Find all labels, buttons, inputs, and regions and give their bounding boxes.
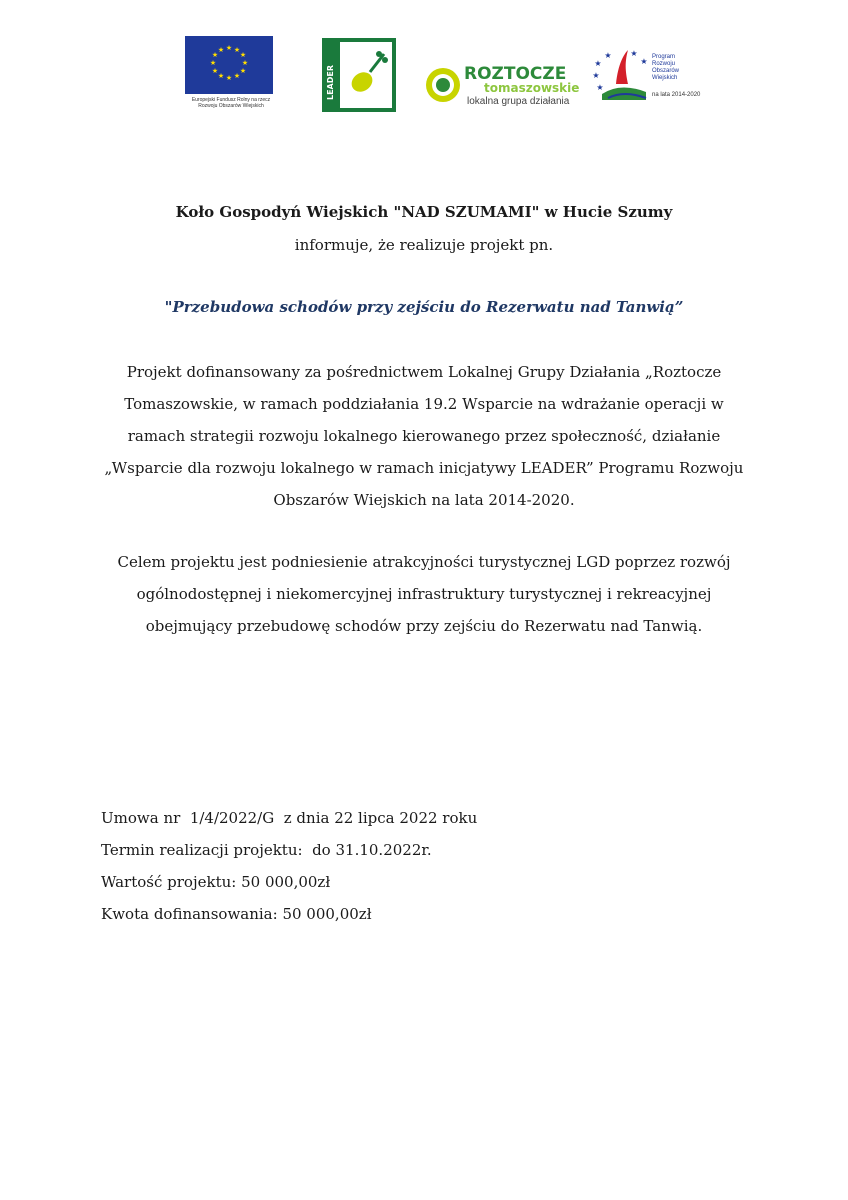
svg-text:★: ★ <box>233 72 241 80</box>
svg-text:★: ★ <box>630 49 638 58</box>
organization-name: Koło Gospodyń Wiejskich "NAD SZUMAMI" w Hucie Szumy <box>175 203 673 221</box>
logo-bar <box>0 30 848 130</box>
project-title: "Przebudowa schodów przy zejściu do Rezerwatu nad Tanwią” <box>164 298 684 316</box>
svg-text:★: ★ <box>596 83 604 92</box>
contract-line: Umowa nr 1/4/2022/G z dnia 22 lipca 2022 roku <box>101 809 478 827</box>
funding-line: Kwota dofinansowania: 50 000,00zł <box>101 905 372 923</box>
svg-text:★: ★ <box>640 57 648 66</box>
svg-text:★: ★ <box>217 46 225 54</box>
funding-paragraph: Projekt dofinansowany za pośrednictwem Lokalnej Grupy Działania „Roztocze Tomaszowskie, w ramach poddziałania 19.2 Wsparcie na wdrażanie operacji w ramach strategii rozwoju lokalnego kierowanego przez społeczność, działanie „Wsparcie dla rozwoju lokalnego w ramach inicjatywy LEADER” Programu Rozwoju Obszarów Wiejskich na lata 2014-2020. <box>104 363 744 509</box>
value-line: Wartość projektu: 50 000,00zł <box>101 873 331 891</box>
roztocze-title: ROZTOCZE <box>464 64 567 84</box>
prow-years: na lata 2014-2020 <box>652 92 701 98</box>
prow-name: Program Rozwoju Obszarów Wiejskich <box>652 54 680 81</box>
roztocze-sun-icon <box>424 66 462 104</box>
svg-text:★: ★ <box>225 74 233 82</box>
eu-flag-icon <box>185 36 273 94</box>
svg-text:★: ★ <box>239 51 247 59</box>
leader-logo <box>322 38 396 112</box>
svg-text:★: ★ <box>233 46 241 54</box>
prow-emblem-icon <box>588 44 652 108</box>
eu-logo <box>185 36 275 109</box>
svg-text:★: ★ <box>211 51 219 59</box>
svg-text:★: ★ <box>239 67 247 75</box>
leader-text: LEADER <box>326 64 335 100</box>
svg-text:★: ★ <box>211 67 219 75</box>
prow-logo <box>588 44 718 112</box>
svg-text:★: ★ <box>604 51 612 60</box>
roztocze-tagline: lokalna grupa działania <box>467 96 570 107</box>
intro-text: informuje, że realizuje projekt pn. <box>294 236 554 254</box>
deadline-line: Termin realizacji projektu: do 31.10.2022r. <box>101 841 432 859</box>
roztocze-subtitle: tomaszowskie <box>484 81 580 95</box>
svg-text:★: ★ <box>217 72 225 80</box>
svg-text:★: ★ <box>225 44 233 52</box>
eu-caption: Europejski Fundusz Rolny na rzecz Rozwoju Obszarów Wiejskich <box>191 97 271 109</box>
svg-text:★: ★ <box>592 71 600 80</box>
svg-text:★: ★ <box>241 59 249 67</box>
svg-text:★: ★ <box>209 59 217 67</box>
goal-paragraph: Celem projektu jest podniesienie atrakcyjności turystycznej LGD poprzez rozwój ogólnodostępnej i niekomercyjnej infrastruktury turystycznej i rekreacyjnej obejmujący przebudowę schodów przy zejściu do Rezerwatu nad Tanwią. <box>117 553 731 635</box>
roztocze-logo <box>424 64 580 108</box>
svg-text:★: ★ <box>594 59 602 68</box>
project-details <box>101 802 477 930</box>
